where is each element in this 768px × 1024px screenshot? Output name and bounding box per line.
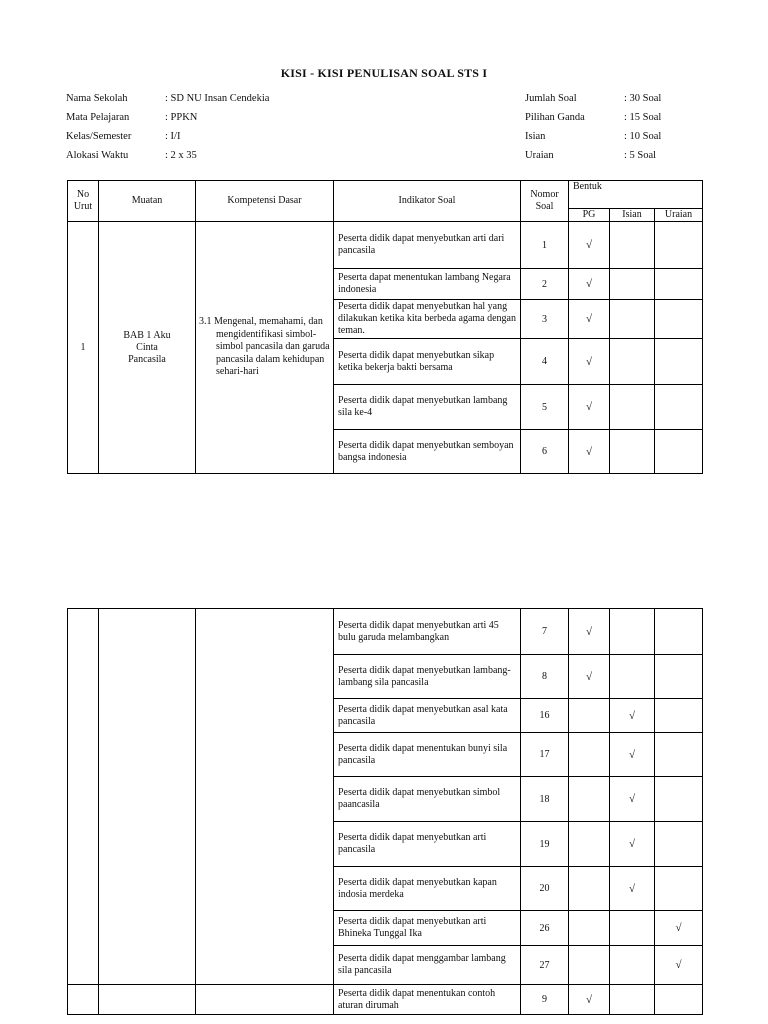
pg-check: √ bbox=[569, 655, 610, 699]
uraian-cell bbox=[655, 822, 703, 867]
nomor-soal-cell: 1 bbox=[521, 222, 569, 269]
uraian-cell bbox=[655, 609, 703, 655]
uraian-cell bbox=[655, 222, 703, 269]
uraian-cell bbox=[655, 699, 703, 733]
pg-cell bbox=[569, 777, 610, 822]
nomor-soal-cell: 20 bbox=[521, 867, 569, 911]
meta-value: : 15 Soal bbox=[624, 112, 662, 123]
meta-label: Alokasi Waktu bbox=[66, 150, 129, 161]
meta-right bbox=[525, 89, 661, 165]
pg-check: √ bbox=[569, 339, 610, 385]
uraian-check: √ bbox=[655, 946, 703, 985]
uraian-cell bbox=[655, 985, 703, 1015]
meta-value: : 10 Soal bbox=[624, 131, 662, 142]
indikator-cell: Peserta didik dapat menentukan contoh aturan dirumah bbox=[334, 985, 521, 1015]
header-muatan: Muatan bbox=[99, 181, 196, 222]
nomor-soal-cell: 16 bbox=[521, 699, 569, 733]
muatan-cell-empty bbox=[99, 609, 196, 985]
pg-cell bbox=[569, 911, 610, 946]
uraian-cell bbox=[655, 733, 703, 777]
indikator-cell: Peserta dapat menentukan lambang Negara indonesia bbox=[334, 269, 521, 300]
indikator-cell: Peserta didik dapat menyebutkan kapan indosia merdeka bbox=[334, 867, 521, 911]
meta-label: Uraian bbox=[525, 150, 554, 161]
nomor-soal-cell: 9 bbox=[521, 985, 569, 1015]
row-no-urut: 1 bbox=[68, 222, 99, 474]
nomor-soal-cell: 6 bbox=[521, 430, 569, 474]
indikator-cell: Peserta didik dapat menyebutkan semboyan bangsa indonesia bbox=[334, 430, 521, 474]
isian-cell bbox=[610, 655, 655, 699]
kompetensi-cell-empty bbox=[196, 609, 334, 985]
isian-check: √ bbox=[610, 777, 655, 822]
nomor-soal-cell: 4 bbox=[521, 339, 569, 385]
isian-cell bbox=[610, 430, 655, 474]
meta-value: : PPKN bbox=[165, 112, 198, 123]
meta-label: Jumlah Soal bbox=[525, 93, 577, 104]
meta-value: : 30 Soal bbox=[624, 93, 662, 104]
isian-cell bbox=[610, 946, 655, 985]
uraian-cell bbox=[655, 867, 703, 911]
meta-value: : I/I bbox=[165, 131, 181, 142]
uraian-cell bbox=[655, 777, 703, 822]
pg-cell bbox=[569, 822, 610, 867]
indikator-cell: Peserta didik dapat menggambar lambang sila pancasila bbox=[334, 946, 521, 985]
isian-check: √ bbox=[610, 867, 655, 911]
isian-cell bbox=[610, 222, 655, 269]
indikator-cell: Peserta didik dapat menyebutkan sikap ketika bekerja bakti bersama bbox=[334, 339, 521, 385]
meta-value: : 5 Soal bbox=[624, 150, 657, 161]
nomor-soal-cell: 7 bbox=[521, 609, 569, 655]
header-indikator: Indikator Soal bbox=[334, 181, 521, 222]
uraian-cell bbox=[655, 269, 703, 300]
meta-label: Isian bbox=[525, 131, 546, 142]
table-row bbox=[68, 609, 703, 655]
muatan-cell: BAB 1 Aku Cinta Pancasila bbox=[99, 222, 196, 474]
header-bentuk: Bentuk bbox=[569, 181, 703, 209]
isian-cell bbox=[610, 609, 655, 655]
kisi-table-page1 bbox=[67, 180, 703, 474]
isian-check: √ bbox=[610, 699, 655, 733]
indikator-cell: Peserta didik dapat menyebutkan arti 45 bulu garuda melambangkan bbox=[334, 609, 521, 655]
kompetensi-cell-empty bbox=[196, 985, 334, 1015]
isian-check: √ bbox=[610, 822, 655, 867]
meta-label: Kelas/Semester bbox=[66, 131, 132, 142]
header-isian: Isian bbox=[610, 209, 655, 222]
indikator-cell: Peserta didik dapat menentukan bunyi sila pancasila bbox=[334, 733, 521, 777]
row-no-urut-empty bbox=[68, 985, 99, 1015]
nomor-soal-cell: 26 bbox=[521, 911, 569, 946]
pg-cell bbox=[569, 733, 610, 777]
uraian-check: √ bbox=[655, 911, 703, 946]
muatan-cell-empty bbox=[99, 985, 196, 1015]
header-nomor-soal: Nomor Soal bbox=[521, 181, 569, 222]
header-uraian: Uraian bbox=[655, 209, 703, 222]
pg-cell bbox=[569, 867, 610, 911]
indikator-cell: Peserta didik dapat menyebutkan arti dari pancasila bbox=[334, 222, 521, 269]
indikator-cell: Peserta didik dapat menyebutkan hal yang dilakukan ketika kita berbeda agama dengan teman. bbox=[334, 300, 521, 339]
nomor-soal-cell: 27 bbox=[521, 946, 569, 985]
nomor-soal-cell: 19 bbox=[521, 822, 569, 867]
table-row bbox=[68, 985, 703, 1015]
kisi-table-page2 bbox=[67, 608, 703, 1015]
indikator-cell: Peserta didik dapat menyebutkan arti Bhineka Tunggal Ika bbox=[334, 911, 521, 946]
table-row bbox=[68, 222, 703, 269]
nomor-soal-cell: 3 bbox=[521, 300, 569, 339]
pg-check: √ bbox=[569, 269, 610, 300]
meta-label: Nama Sekolah bbox=[66, 93, 128, 104]
indikator-cell: Peserta didik dapat menyebutkan simbol paancasila bbox=[334, 777, 521, 822]
pg-check: √ bbox=[569, 430, 610, 474]
header-no-urut: No Urut bbox=[68, 181, 99, 222]
pg-check: √ bbox=[569, 300, 610, 339]
nomor-soal-cell: 18 bbox=[521, 777, 569, 822]
uraian-cell bbox=[655, 430, 703, 474]
nomor-soal-cell: 17 bbox=[521, 733, 569, 777]
uraian-cell bbox=[655, 339, 703, 385]
document-title: KISI - KISI PENULISAN SOAL STS I bbox=[280, 66, 488, 80]
kompetensi-cell bbox=[196, 222, 334, 474]
nomor-soal-cell: 2 bbox=[521, 269, 569, 300]
isian-cell bbox=[610, 985, 655, 1015]
uraian-cell bbox=[655, 655, 703, 699]
nomor-soal-cell: 5 bbox=[521, 385, 569, 430]
nomor-soal-cell: 8 bbox=[521, 655, 569, 699]
meta-value: : 2 x 35 bbox=[165, 150, 197, 161]
header-kompetensi: Kompetensi Dasar bbox=[196, 181, 334, 222]
kd-text: Mengenal, memahami, dan mengidentifikasi simbol-simbol pancasila dan garuda pancasila dalam kehidupan sehari-hari bbox=[214, 316, 330, 378]
meta-label: Pilihan Ganda bbox=[525, 112, 585, 123]
pg-cell bbox=[569, 946, 610, 985]
meta-value: : SD NU Insan Cendekia bbox=[165, 93, 270, 104]
kd-number: 3.1 bbox=[199, 316, 212, 328]
isian-cell bbox=[610, 339, 655, 385]
pg-check: √ bbox=[569, 385, 610, 430]
isian-cell bbox=[610, 269, 655, 300]
meta-left bbox=[66, 89, 269, 165]
isian-cell bbox=[610, 385, 655, 430]
indikator-cell: Peserta didik dapat menyebutkan arti pancasila bbox=[334, 822, 521, 867]
indikator-cell: Peserta didik dapat menyebutkan lambang sila ke-4 bbox=[334, 385, 521, 430]
row-no-urut-empty bbox=[68, 609, 99, 985]
pg-cell bbox=[569, 699, 610, 733]
pg-check: √ bbox=[569, 985, 610, 1015]
uraian-cell bbox=[655, 385, 703, 430]
isian-cell bbox=[610, 300, 655, 339]
pg-check: √ bbox=[569, 222, 610, 269]
header-pg: PG bbox=[569, 209, 610, 222]
isian-cell bbox=[610, 911, 655, 946]
pg-check: √ bbox=[569, 609, 610, 655]
uraian-cell bbox=[655, 300, 703, 339]
indikator-cell: Peserta didik dapat menyebutkan lambang-lambang sila pancasila bbox=[334, 655, 521, 699]
indikator-cell: Peserta didik dapat menyebutkan asal kata pancasila bbox=[334, 699, 521, 733]
isian-check: √ bbox=[610, 733, 655, 777]
meta-label: Mata Pelajaran bbox=[66, 112, 130, 123]
